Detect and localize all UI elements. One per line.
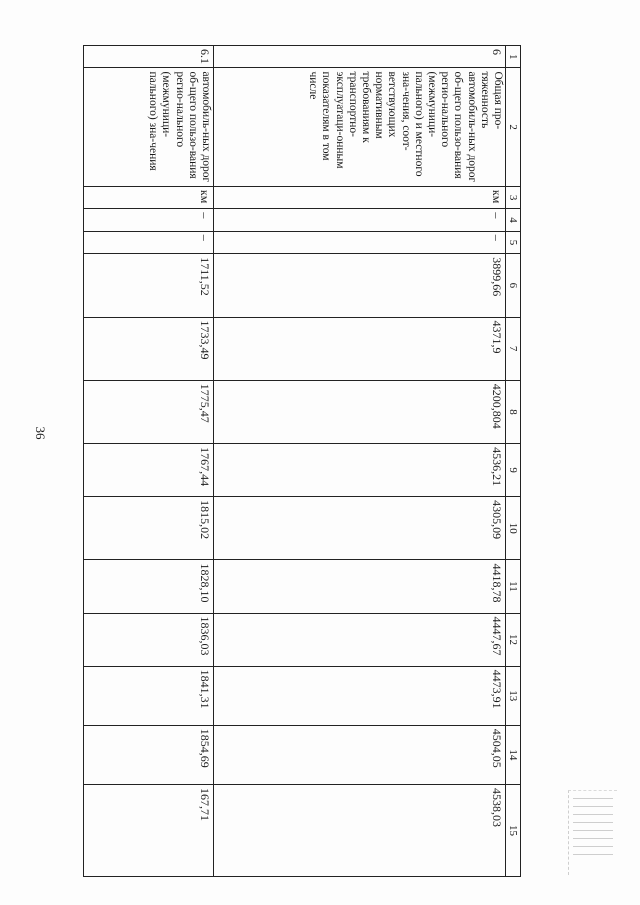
row-number: 6 xyxy=(214,46,506,68)
header-cell: 6 xyxy=(506,254,521,317)
header-cell: 4 xyxy=(506,209,521,231)
value-cell: – xyxy=(84,209,214,231)
value-cell: 1841,31 xyxy=(84,666,214,725)
unit-cell: км xyxy=(84,186,214,208)
header-cell: 2 xyxy=(506,68,521,186)
value-cell: 4200,804 xyxy=(214,380,506,443)
table-row xyxy=(84,46,214,877)
value-cell: 1711,52 xyxy=(84,254,214,317)
header-cell: 7 xyxy=(506,317,521,380)
value-cell: 4305,09 xyxy=(214,497,506,560)
value-cell: 1767,44 xyxy=(84,444,214,497)
value-cell: 167,71 xyxy=(84,785,214,877)
value-cell: 1733,49 xyxy=(84,317,214,380)
value-cell: 1815,02 xyxy=(84,497,214,560)
value-cell: – xyxy=(214,209,506,231)
table-header-row xyxy=(506,46,521,877)
unit-cell: км xyxy=(214,186,506,208)
value-cell: 1775,47 xyxy=(84,380,214,443)
value-cell: 1828,10 xyxy=(84,560,214,613)
faint-stamp-mark xyxy=(568,790,617,875)
page-number: 36 xyxy=(33,426,48,440)
data-table xyxy=(83,45,521,877)
table-row xyxy=(214,46,506,877)
value-cell: 4371,9 xyxy=(214,317,506,380)
value-cell: – xyxy=(214,231,506,253)
header-cell: 14 xyxy=(506,725,521,784)
header-cell: 1 xyxy=(506,46,521,68)
row-description: автомобиль-ных дорог об-щего пользо-вания регио-нального (межмуници-пального) зна-чения xyxy=(84,68,214,186)
value-cell: 4504,05 xyxy=(214,725,506,784)
value-cell: 3899,66 xyxy=(214,254,506,317)
value-cell: 4447,67 xyxy=(214,613,506,666)
rotated-table-wrapper xyxy=(83,45,521,877)
header-cell: 15 xyxy=(506,785,521,877)
header-cell: 8 xyxy=(506,380,521,443)
header-cell: 11 xyxy=(506,560,521,613)
value-cell: 4538,03 xyxy=(214,785,506,877)
header-cell: 12 xyxy=(506,613,521,666)
row-number: 6.1 xyxy=(84,46,214,68)
value-cell: – xyxy=(84,231,214,253)
value-cell: 1854,69 xyxy=(84,725,214,784)
header-cell: 9 xyxy=(506,444,521,497)
value-cell: 4473,91 xyxy=(214,666,506,725)
header-cell: 3 xyxy=(506,186,521,208)
header-cell: 5 xyxy=(506,231,521,253)
header-cell: 13 xyxy=(506,666,521,725)
row-description: Общая про-тяженность автомобиль-ных дорог об-щего пользо-вания регио-нального (межмуници-пального) и местного зна-чения, соот-ветствующих нормативным требованиям к транспортно-эксплуатаци-онным показателям в том числе xyxy=(214,68,506,186)
value-cell: 4418,78 xyxy=(214,560,506,613)
value-cell: 4536,21 xyxy=(214,444,506,497)
value-cell: 1836,03 xyxy=(84,613,214,666)
header-cell: 10 xyxy=(506,497,521,560)
